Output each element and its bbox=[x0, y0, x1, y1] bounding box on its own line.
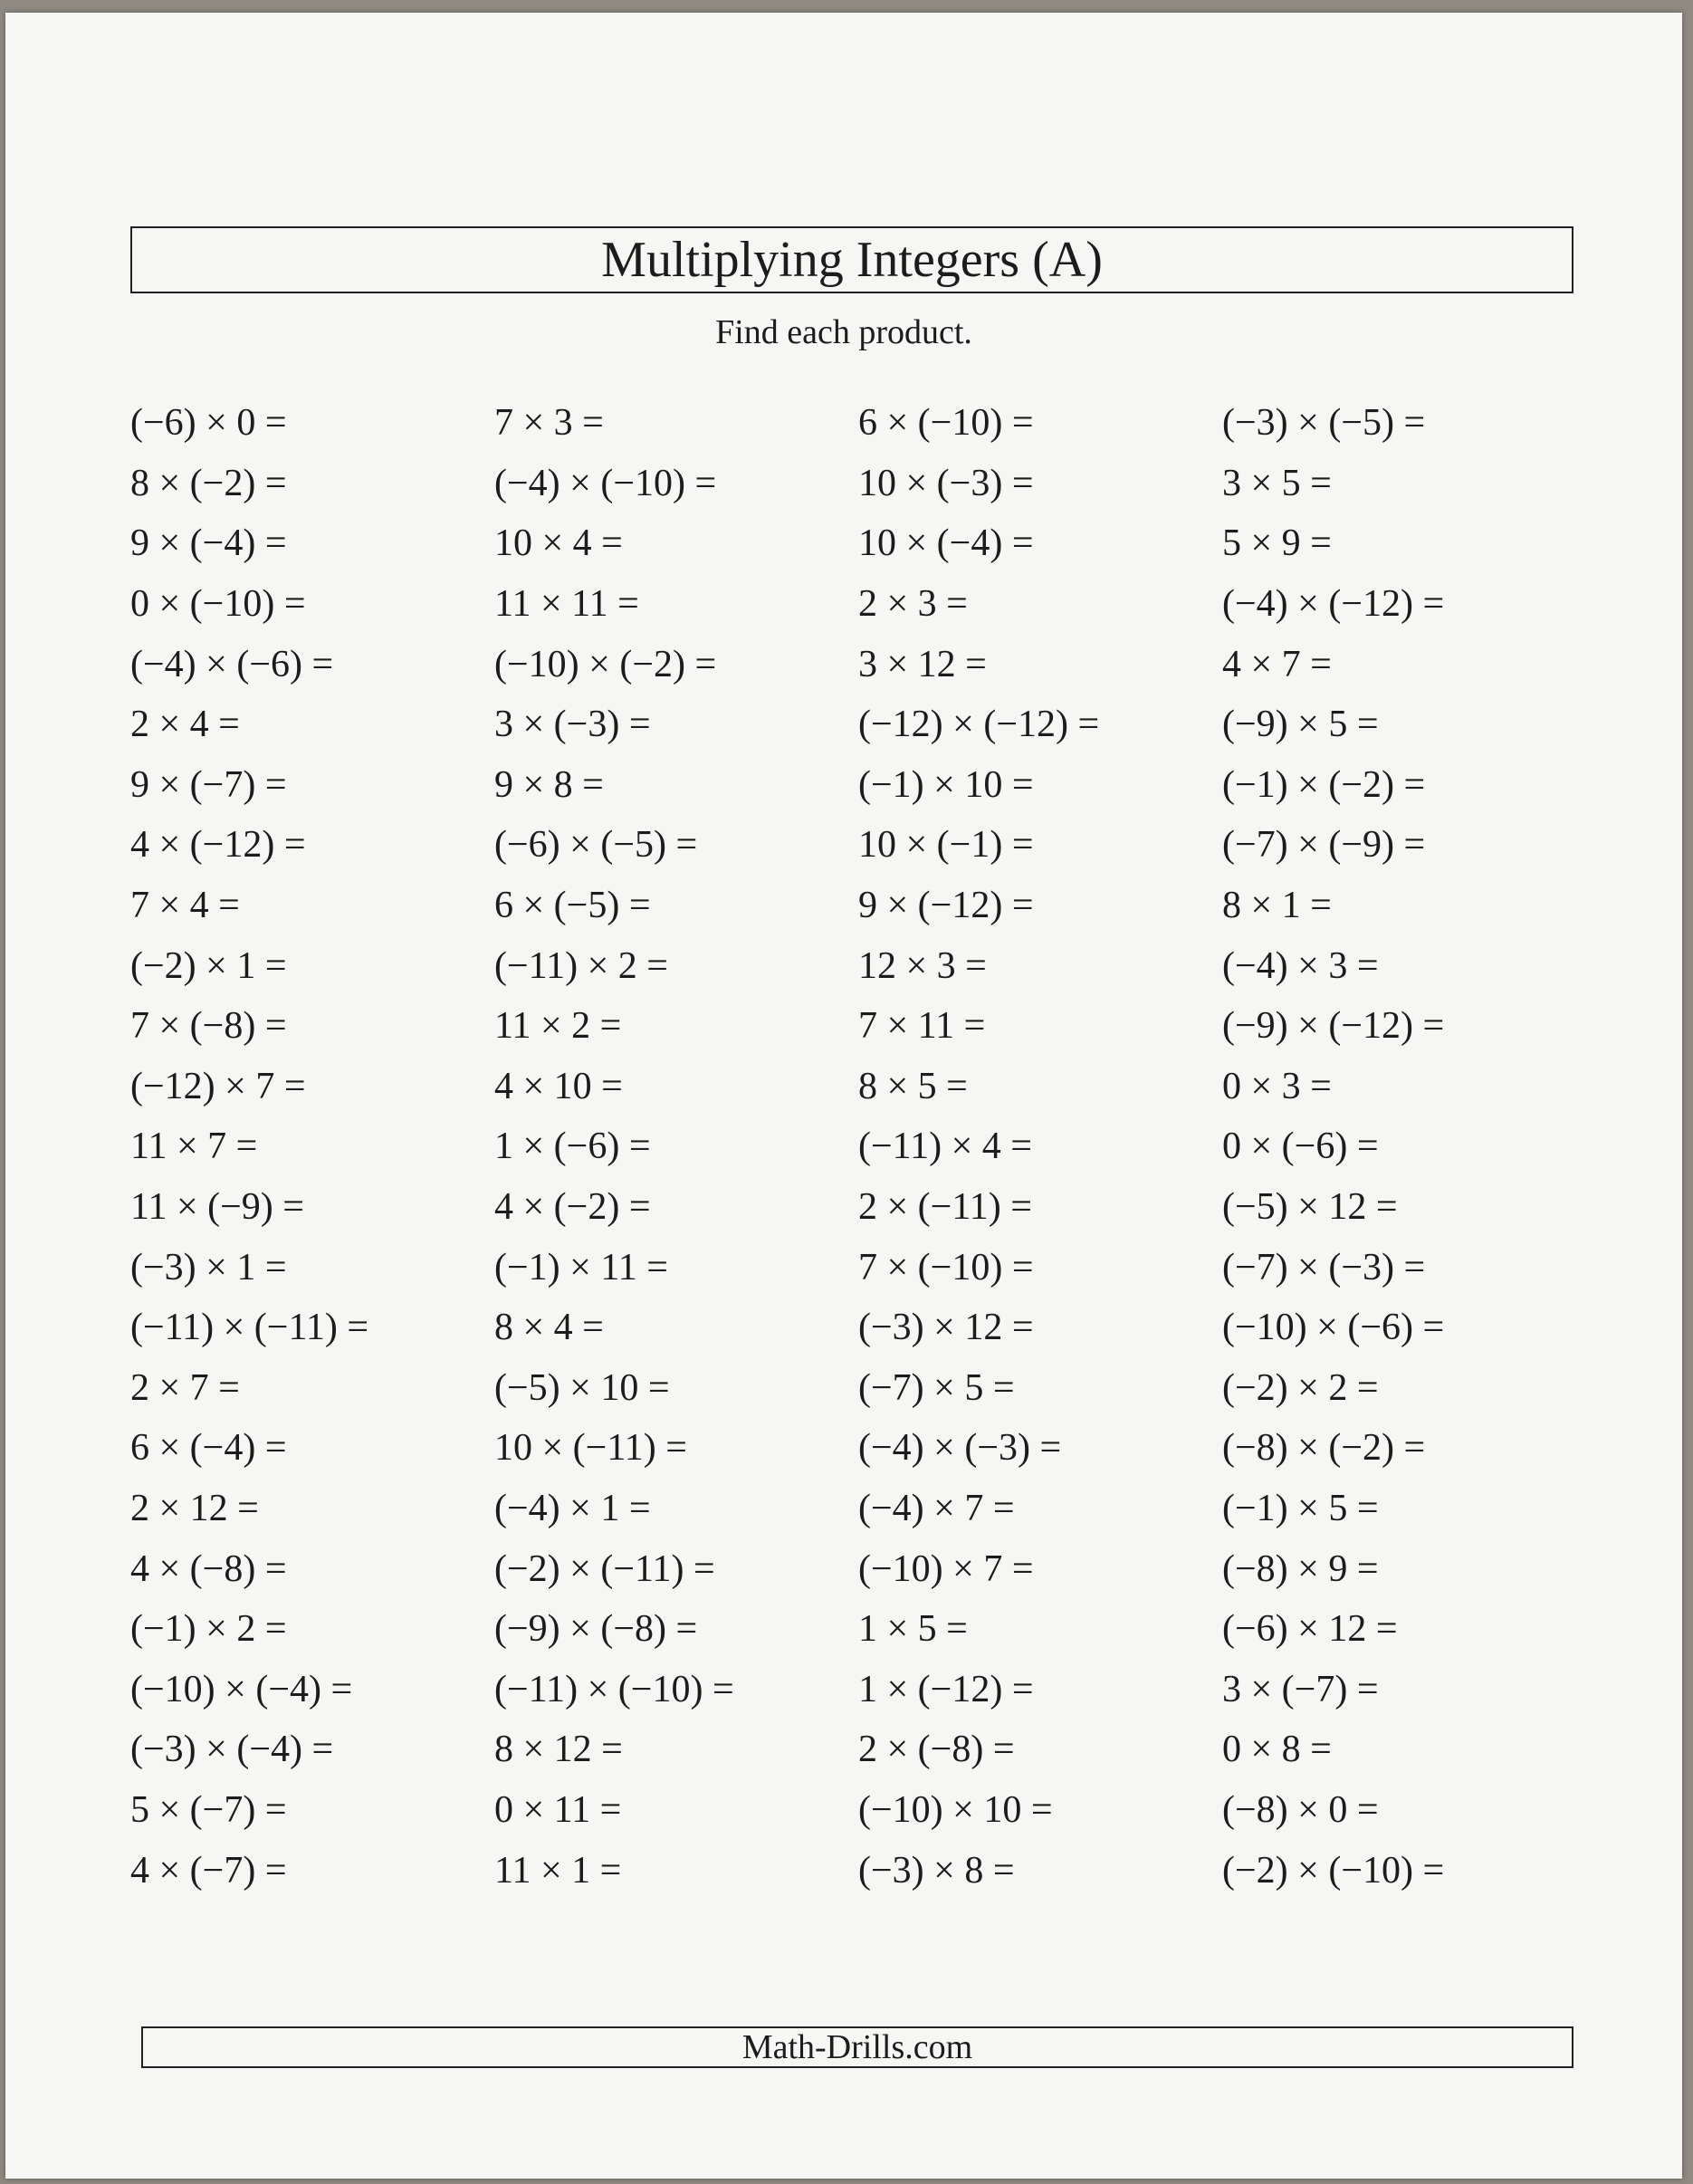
problem-item: 11 × 1 = bbox=[494, 1849, 622, 1892]
worksheet-title-box bbox=[130, 226, 1573, 293]
problem-item: (−10) × (−6) = bbox=[1222, 1307, 1445, 1349]
problem-item: (−6) × 12 = bbox=[1222, 1608, 1398, 1651]
problem-item: (−6) × (−5) = bbox=[494, 824, 698, 867]
problem-item: 10 × (−3) = bbox=[858, 462, 1034, 504]
problem-item: (−9) × 5 = bbox=[1222, 704, 1379, 746]
problem-item: (−3) × 12 = bbox=[858, 1307, 1034, 1349]
problem-item: (−9) × (−12) = bbox=[1222, 1005, 1445, 1048]
problem-item: 2 × (−8) = bbox=[858, 1729, 1015, 1771]
problem-item: (−4) × 7 = bbox=[858, 1487, 1015, 1529]
problem-item: (−4) × (−3) = bbox=[858, 1427, 1062, 1470]
problem-item: 7 × (−10) = bbox=[858, 1246, 1034, 1288]
problem-item: (−10) × 7 = bbox=[858, 1547, 1034, 1590]
problem-item: 10 × (−4) = bbox=[858, 522, 1034, 565]
problem-item: (−4) × (−12) = bbox=[1222, 583, 1445, 626]
problem-item: 4 × 7 = bbox=[1222, 643, 1332, 685]
problem-item: (−3) × 8 = bbox=[858, 1849, 1015, 1892]
problem-item: (−7) × 5 = bbox=[858, 1366, 1015, 1409]
problem-item: (−10) × 10 = bbox=[858, 1788, 1053, 1831]
problem-item: 6 × (−10) = bbox=[858, 402, 1034, 445]
problem-item: 1 × (−12) = bbox=[858, 1668, 1034, 1710]
footer-box bbox=[141, 2026, 1573, 2068]
problem-item: 4 × 10 = bbox=[494, 1065, 623, 1107]
problem-item: 10 × 4 = bbox=[494, 522, 623, 565]
problem-item: 9 × (−12) = bbox=[858, 885, 1034, 927]
problem-item: 3 × (−3) = bbox=[494, 704, 651, 746]
problem-item: (−11) × 4 = bbox=[858, 1126, 1032, 1168]
problem-item: (−2) × 1 = bbox=[130, 944, 287, 987]
problem-item: 2 × (−11) = bbox=[858, 1186, 1032, 1229]
problem-item: 0 × 8 = bbox=[1222, 1729, 1332, 1771]
problem-item: (−4) × 1 = bbox=[494, 1487, 651, 1529]
problem-item: (−4) × 3 = bbox=[1222, 944, 1379, 987]
problem-item: 5 × 9 = bbox=[1222, 522, 1332, 565]
problem-item: 2 × 7 = bbox=[130, 1366, 240, 1409]
problem-item: (−2) × (−11) = bbox=[494, 1547, 715, 1590]
problem-item: 3 × 12 = bbox=[858, 643, 987, 685]
problem-item: (−11) × (−10) = bbox=[494, 1668, 734, 1710]
problem-item: 7 × (−8) = bbox=[130, 1005, 287, 1048]
problem-item: (−2) × 2 = bbox=[1222, 1366, 1379, 1409]
problem-item: 8 × 12 = bbox=[494, 1729, 623, 1771]
problem-item: 2 × 12 = bbox=[130, 1487, 259, 1529]
problem-item: 10 × (−11) = bbox=[494, 1427, 687, 1470]
problem-item: (−4) × (−6) = bbox=[130, 643, 334, 685]
problem-item: 3 × (−7) = bbox=[1222, 1668, 1379, 1710]
problem-item: (−5) × 12 = bbox=[1222, 1186, 1398, 1229]
problem-item: (−11) × (−11) = bbox=[130, 1307, 369, 1349]
problem-item: (−3) × (−4) = bbox=[130, 1729, 334, 1771]
footer-text: Math-Drills.com bbox=[741, 2028, 973, 2066]
problem-item: 9 × 8 = bbox=[494, 763, 604, 806]
worksheet-page bbox=[5, 13, 1682, 2179]
problem-item: 8 × 1 = bbox=[1222, 885, 1332, 927]
problem-item: 11 × 7 = bbox=[130, 1126, 258, 1168]
problem-item: (−1) × (−2) = bbox=[1222, 763, 1426, 806]
problem-item: (−6) × 0 = bbox=[130, 402, 287, 445]
worksheet-title: Multiplying Integers (A) bbox=[601, 232, 1103, 288]
problem-item: 9 × (−7) = bbox=[130, 763, 287, 806]
problem-item: 5 × (−7) = bbox=[130, 1788, 287, 1831]
problem-item: 1 × (−6) = bbox=[494, 1126, 651, 1168]
problem-item: (−9) × (−8) = bbox=[494, 1608, 698, 1651]
problem-item: 12 × 3 = bbox=[858, 944, 987, 987]
problem-item: 9 × (−4) = bbox=[130, 522, 287, 565]
problem-item: 7 × 11 = bbox=[858, 1005, 986, 1048]
problem-item: (−10) × (−4) = bbox=[130, 1668, 353, 1710]
problem-item: (−8) × 0 = bbox=[1222, 1788, 1379, 1831]
problem-item: (−1) × 11 = bbox=[494, 1246, 668, 1288]
problem-item: 6 × (−5) = bbox=[494, 885, 651, 927]
problem-item: 10 × (−1) = bbox=[858, 824, 1034, 867]
problem-item: (−7) × (−9) = bbox=[1222, 824, 1426, 867]
problem-item: 6 × (−4) = bbox=[130, 1427, 287, 1470]
problem-item: 4 × (−8) = bbox=[130, 1547, 287, 1590]
problem-item: 2 × 3 = bbox=[858, 583, 968, 626]
problem-item: (−10) × (−2) = bbox=[494, 643, 717, 685]
problem-item: 0 × (−10) = bbox=[130, 583, 306, 626]
problem-grid bbox=[130, 393, 1597, 1896]
problem-item: (−7) × (−3) = bbox=[1222, 1246, 1426, 1288]
problem-item: 0 × 3 = bbox=[1222, 1065, 1332, 1107]
problem-item: (−8) × (−2) = bbox=[1222, 1427, 1426, 1470]
problem-item: (−3) × (−5) = bbox=[1222, 402, 1426, 445]
problem-item: 8 × 4 = bbox=[494, 1307, 604, 1349]
problem-item: (−12) × 7 = bbox=[130, 1065, 306, 1107]
problem-item: 7 × 3 = bbox=[494, 402, 604, 445]
problem-item: 7 × 4 = bbox=[130, 885, 240, 927]
problem-item: (−3) × 1 = bbox=[130, 1246, 287, 1288]
problem-item: 3 × 5 = bbox=[1222, 462, 1332, 504]
problem-item: 8 × (−2) = bbox=[130, 462, 287, 504]
problem-item: (−1) × 10 = bbox=[858, 763, 1034, 806]
problem-item: 4 × (−7) = bbox=[130, 1849, 287, 1892]
problem-item: 11 × 11 = bbox=[494, 583, 639, 626]
problem-item: 11 × 2 = bbox=[494, 1005, 622, 1048]
problem-item: 1 × 5 = bbox=[858, 1608, 968, 1651]
problem-item: 2 × 4 = bbox=[130, 704, 240, 746]
problem-item: 0 × 11 = bbox=[494, 1788, 622, 1831]
problem-item: (−1) × 5 = bbox=[1222, 1487, 1379, 1529]
problem-item: (−5) × 10 = bbox=[494, 1366, 670, 1409]
problem-item: (−2) × (−10) = bbox=[1222, 1849, 1445, 1892]
problem-item: 8 × 5 = bbox=[858, 1065, 968, 1107]
problem-item: 4 × (−12) = bbox=[130, 824, 306, 867]
problem-item: 4 × (−2) = bbox=[494, 1186, 651, 1229]
problem-item: (−8) × 9 = bbox=[1222, 1547, 1379, 1590]
worksheet-instructions: Find each product. bbox=[715, 313, 972, 351]
problem-item: (−4) × (−10) = bbox=[494, 462, 717, 504]
problem-item: 0 × (−6) = bbox=[1222, 1126, 1379, 1168]
problem-item: (−1) × 2 = bbox=[130, 1608, 287, 1651]
problem-item: (−12) × (−12) = bbox=[858, 704, 1100, 746]
problem-item: (−11) × 2 = bbox=[494, 944, 668, 987]
problem-item: 11 × (−9) = bbox=[130, 1186, 304, 1229]
